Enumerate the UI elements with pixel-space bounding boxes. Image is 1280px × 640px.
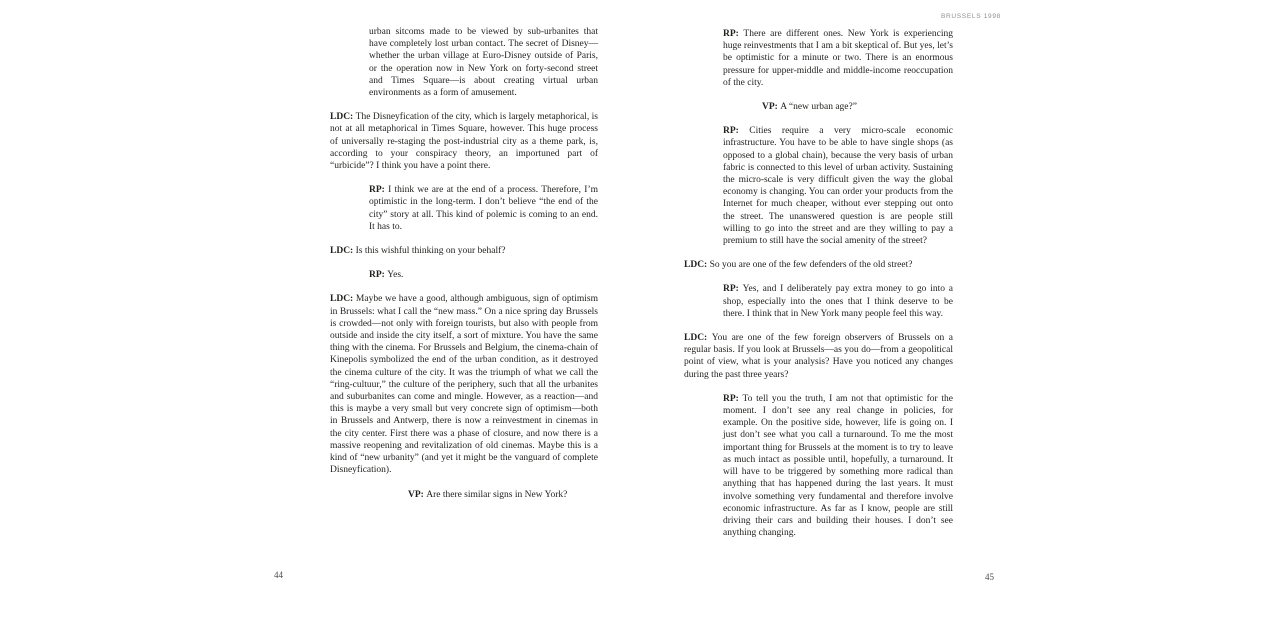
paragraph: LDC: Is this wishful thinking on your behalf?	[330, 246, 506, 257]
paragraph: RP: Cities require a very micro-scale economic infrastructure. You have to be able to have single shops (as opposed to a global chain), because the very basis of urban fabric is connected to this level of urban activity. Sustaining the micro-scale is very difficult given the way the global economy is changing. You can order your products from the Internet for much cheaper, without ever stepping out onto the street. The unanswered question is are people still willing to go into the street and are they willing to pay a premium to still have the social amenity of the street?	[723, 126, 954, 247]
page-number-right: 45	[985, 572, 994, 582]
paragraph: LDC: Maybe we have a good, although ambiguous, sign of optimism in Brussels: what I call the “new mass.” On a nice spring day Brussels is crowded—not only with foreign tourists, but also with people from outside and inside the city itself, a sort of mixture. You have the same thing with the cinema. For Brussels and Belgium, the cinema-chain of Kinepolis symbolized the end of the urban condition, as it destroyed the cinema culture of the city. It was the triumph of what we call the “ring-cultuur,” the culture of the periphery, such that all the urbanites and suburbanites can come and mingle. However, as a reaction—and this is maybe a very small but very concrete sign of optimism—both in Brussels and Antwerp, there is now a reinvestment in cinemas in the city center. First there was a phase of closure, and now there is a massive reopening and revitalization of old cinemas. Maybe this is a kind of “new urbanity” (and yet it might be the vanguard of complete Disneyfication).	[330, 294, 598, 476]
speaker-label: LDC:	[684, 260, 710, 271]
speaker-label: RP:	[369, 185, 389, 196]
speaker-label: RP:	[723, 393, 743, 404]
running-header: BRUSSELS 1998	[940, 13, 1001, 20]
speaker-label: LDC:	[684, 333, 712, 344]
speaker-label: RP:	[723, 126, 750, 137]
speaker-label: VP:	[408, 489, 427, 500]
page-number-left: 44	[274, 570, 283, 580]
speaker-label: RP:	[369, 270, 388, 281]
speaker-label: RP:	[723, 29, 744, 39]
paragraph: RP: To tell you the truth, I am not that optimistic for the moment. I don’t see any real change in policies, for example. On the positive side, however, life is going on. I just don’t see what you call a turnaround. To me the most important thing for Brussels at the moment is to try to leave as much intact as possible until, hopefully, a turnaround. It will have to be triggered by something more radical than anything that has happened during the last years. It must involve something very fundamental and therefore involve economic infrastructure. As far as I know, people are still driving their cars and building their houses. I don’t see anything changing.	[723, 393, 953, 539]
speaker-label: LDC:	[330, 294, 356, 305]
speaker-label: RP:	[723, 284, 743, 295]
paragraph: VP: Are there similar signs in New York?	[408, 489, 568, 500]
text-column-right-page	[684, 28, 953, 551]
speaker-label: LDC:	[330, 112, 356, 123]
paragraph: LDC: You are one of the few foreign observers of Brussels on a regular basis. If you look at Brussels—as you do—from a geopolitical point of view, what is your analysis? Have you noticed any changes during the past three years?	[684, 333, 953, 380]
paragraph: RP: There are different ones. New York is experiencing huge reinvestments that I am a bit skeptical of. But yes, let’s be optimistic for a minute or two. There is an enormous pressure for upper-middle and middle-income reoccupation of the city.	[723, 29, 954, 88]
paragraph: LDC: The Disneyfication of the city, which is largely metaphorical, is not at all metaphorical in Times Square, however. This huge process of universally re-staging the post-industrial city as a theme park, is, according to your conspiracy theory, an importuned part of “urbicide”? I think you have a point there.	[330, 112, 598, 172]
paragraph: VP: A “new urban age?”	[762, 102, 857, 113]
paragraph: LDC: So you are one of the few defenders of the old street?	[684, 260, 913, 271]
paragraph: RP: I think we are at the end of a process. Therefore, I’m optimistic in the long-term. I don’t believe “the end of the city” story at all. This kind of polemic is coming to an end. It has to.	[369, 185, 599, 232]
paragraph: urban sitcoms made to be viewed by sub-urbanites that have completely lost urban contact. The secret of Disney—whether the urban village at Euro-Disney outside of Paris, or the operation now in New York on forty-second street and Times Square—is about creating virtual urban environments as a form of amusement.	[369, 27, 598, 99]
text-column-left-page	[330, 26, 598, 513]
paragraph: RP: Yes.	[369, 270, 404, 281]
speaker-label: VP:	[762, 102, 781, 113]
paragraph: RP: Yes, and I deliberately pay extra money to go into a shop, especially into the ones that I think deserve to be there. I think that in New York many people feel this way.	[723, 284, 954, 319]
speaker-label: LDC:	[330, 246, 356, 257]
